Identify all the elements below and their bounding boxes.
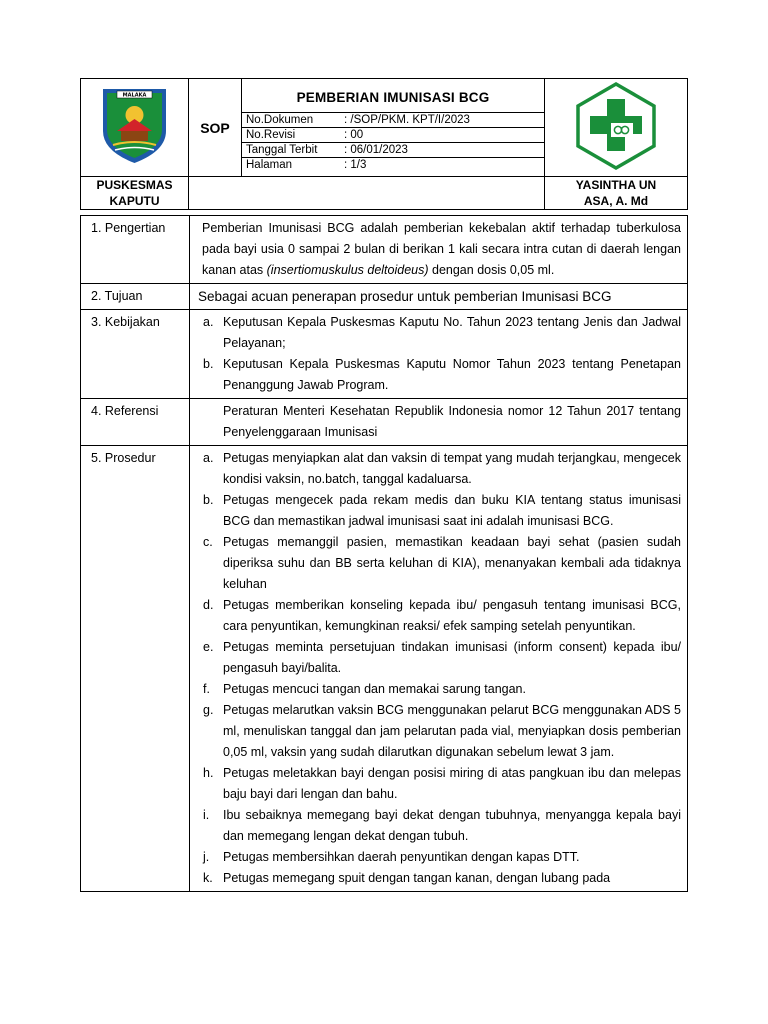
organization-cell [81, 177, 189, 210]
signer-name-line2: ASA, A. Md [583, 194, 649, 208]
list-marker: k. [203, 871, 213, 885]
row-tujuan [81, 284, 688, 310]
pengertian-text [202, 218, 681, 281]
list-item [190, 354, 681, 396]
list-item [190, 847, 681, 868]
list-marker: b. [203, 493, 214, 507]
section-label: 2. Tujuan [81, 284, 190, 310]
emblem-text: MALAKA [122, 92, 147, 99]
list-text: Petugas memberikan konseling kepada ibu/ pengasuh tentang imunisasi BCG, cara penyuntikan, kemungkinan reaksi/ efek samping setelah penyuntikan. [223, 598, 681, 633]
document-meta [242, 113, 544, 172]
list-text: Petugas meminta persetujuan tindakan imunisasi (inform consent) kepada ibu/ pengasuh bayi/balita. [223, 640, 681, 675]
meta-key: Tanggal Terbit [246, 144, 318, 156]
list-item [190, 700, 681, 763]
meta-value: : 1/3 [344, 159, 367, 171]
row-referensi [81, 399, 688, 446]
list-text: Petugas mengecek pada rekam medis dan buku KIA tentang status imunisasi BCG dan memastikan jadwal imunisasi saat ini adalah imunisasi BCG. [223, 493, 681, 528]
list-text: Petugas memegang spuit dengan tangan kanan, dengan lubang pada [223, 871, 611, 885]
regency-emblem-icon [81, 79, 188, 171]
section-content [190, 399, 688, 446]
list-text: Petugas meletakkan bayi dengan posisi miring di atas pangkuan ibu dan melepas baju bayi dari lengan dan bahu. [223, 766, 681, 801]
section-content [190, 446, 688, 892]
document-title-text: PEMBERIAN IMUNISASI BCG [296, 90, 490, 105]
meta-value: : 00 [344, 129, 364, 141]
section-label: 3. Kebijakan [81, 310, 190, 399]
row-prosedur [81, 446, 688, 892]
list-item [190, 679, 681, 700]
list-item [190, 805, 681, 847]
section-content [190, 216, 688, 284]
list-text: Petugas mencuci tangan dan memakai sarung tangan. [223, 682, 526, 696]
list-text: Ibu sebaiknya memegang bayi dekat dengan tubuhnya, menyangga kepala bayi dan memegang lengan dekat dengan tubuh. [223, 808, 681, 843]
section-label: 1. Pengertian [81, 216, 190, 284]
list-item [190, 763, 681, 805]
list-marker: h. [203, 766, 214, 780]
meta-key: No.Dokumen [246, 114, 314, 126]
list-marker: b. [203, 357, 214, 371]
list-marker: e. [203, 640, 214, 654]
list-item [190, 490, 681, 532]
organization-name: PUSKESMAS [96, 178, 173, 192]
list-marker: c. [203, 535, 213, 549]
row-pengertian [81, 216, 688, 284]
list-item [190, 868, 681, 889]
list-marker: a. [203, 315, 214, 329]
list-text: Petugas melarutkan vaksin BCG menggunakan pelarut BCG menggunakan ADS 5 ml, menuliskan tanggal dan jam pelarutan pada vial, menyiapkan dosis pemberian 0,05 ml, vaksin yang sudah dilarutkan digunakan sebelum lewat 3 jam. [223, 703, 681, 759]
pengertian-text-a: Pemberian Imunisasi BCG adalah pemberian kekebalan aktif terhadap tuberkulosa pada bayi usia 0 sampai 2 bulan di berikan 1 kali secara intra cutan di daerah lengan kanan atas [202, 221, 681, 277]
empty-cell [189, 177, 545, 210]
list-item [190, 312, 681, 354]
title-meta-cell [242, 79, 545, 177]
signer-name-line1: YASINTHA UN [575, 178, 657, 192]
signer-cell [545, 177, 688, 210]
list-text: Petugas menyiapkan alat dan vaksin di tempat yang mudah terjangkau, mengecek kondisi vaksin, no.batch, tanggal kadaluarsa. [223, 451, 681, 486]
sop-label: SOP [200, 119, 230, 136]
meta-value: : 06/01/2023 [344, 144, 408, 156]
list-text: Petugas memanggil pasien, memastikan keadaan bayi sehat (pasien sudah diperiksa suhu dan BB serta keluhan di KIA), menanyakan kembali ada tidaknya keluhan [223, 535, 681, 591]
list-marker: a. [203, 451, 214, 465]
list-marker: d. [203, 598, 214, 612]
list-item [190, 637, 681, 679]
section-content [190, 310, 688, 399]
regency-logo-cell [81, 79, 189, 177]
list-text: Petugas membersihkan daerah penyuntikan dengan kapas DTT. [223, 850, 580, 864]
list-marker: j. [203, 850, 210, 864]
organization-location: KAPUTU [109, 194, 160, 208]
sop-cell [189, 79, 242, 177]
list-text: Keputusan Kepala Puskesmas Kaputu Nomor Tahun 2023 tentang Penetapan Penanggung Jawab Program. [223, 357, 681, 392]
pengertian-text-b: dengan dosis 0,05 ml. [428, 263, 555, 277]
meta-key: No.Revisi [246, 129, 296, 141]
section-label: 4. Referensi [81, 399, 190, 446]
section-content [190, 284, 688, 310]
meta-key: Halaman [246, 159, 293, 171]
list-item [190, 448, 681, 490]
document-title [242, 83, 544, 113]
kebijakan-list [190, 312, 681, 396]
list-text: Keputusan Kepala Puskesmas Kaputu No. Tahun 2023 tentang Jenis dan Jadwal Pelayanan; [223, 315, 681, 350]
sop-body-table [80, 215, 688, 892]
list-marker: f. [203, 682, 210, 696]
list-item [190, 595, 681, 637]
health-logo-cell [545, 79, 688, 177]
section-label: 5. Prosedur [81, 446, 190, 892]
list-item [190, 532, 681, 595]
header-table [80, 78, 688, 210]
meta-value: : /SOP/PKM. KPT/I/2023 [344, 114, 470, 126]
row-kebijakan [81, 310, 688, 399]
pengertian-text-italic: (insertiomuskulus deltoideus) [266, 263, 429, 277]
prosedur-list [190, 448, 681, 889]
tujuan-text: Sebagai acuan penerapan prosedur untuk pemberian Imunisasi BCG [198, 289, 612, 304]
list-marker: i. [203, 808, 210, 822]
puskesmas-logo-icon [545, 79, 687, 171]
list-marker: g. [203, 703, 214, 717]
referensi-text: Peraturan Menteri Kesehatan Republik Indonesia nomor 12 Tahun 2017 tentang Penyelenggaraan Imunisasi [223, 404, 681, 439]
